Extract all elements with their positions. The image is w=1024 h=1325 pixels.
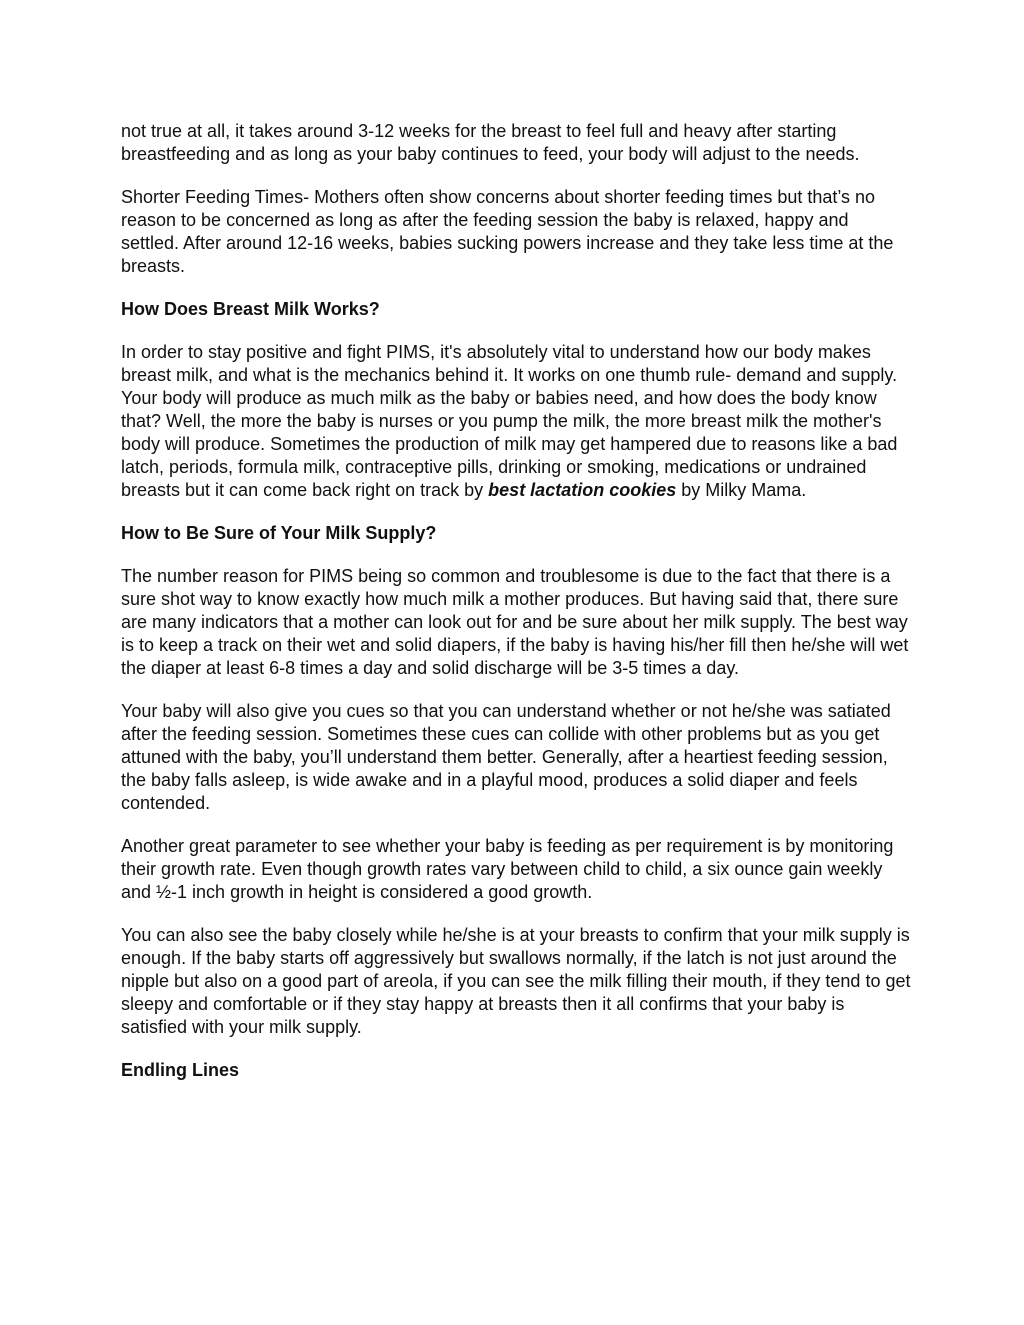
paragraph-intro: not true at all, it takes around 3-12 weeks for the breast to feel full and heavy after starting breastfeeding and as long as your baby continues to feed, your body will adjust to the needs. <box>121 121 860 164</box>
document-page <box>121 120 911 1102</box>
paragraph-growth-rate: Another great parameter to see whether your baby is feeding as per requirement is by monitoring their growth rate. Even though growth rates vary between child to child, a six ounce gain weekly and ½-1 inch growth in height is considered a good growth. <box>121 836 894 902</box>
paragraph-observe-baby: You can also see the baby closely while he/she is at your breasts to confirm that your milk supply is enough. If the baby starts off aggressively but swallows normally, if the latch is not just around the nipple but also on a good part of areola, if you can see the milk filling their mouth, if they tend to get sleepy and comfortable or if they stay happy at breasts then it all confirms that your baby is satisfied with your milk supply. <box>121 925 911 1037</box>
paragraph-milk-mechanics-tail: by Milky Mama. <box>676 480 807 500</box>
lactation-cookies-link: best lactation cookies <box>488 480 677 500</box>
heading-how-breast-milk-works: How Does Breast Milk Works? <box>121 299 380 319</box>
heading-ending-lines: Endling Lines <box>121 1060 240 1080</box>
paragraph-milk-mechanics <box>121 341 911 502</box>
paragraph-milk-mechanics-text: In order to stay positive and fight PIMS, it's absolutely vital to understand how our body makes breast milk, and what is the mechanics behind it. It works on one thumb rule- demand and supply. Your body will produce as much milk as the baby or babies need, and how does the body know that? Well, the more the baby is nurses or you pump the milk, the more breast milk the mother's body will produce. Sometimes the production of milk may get hampered due to reasons like a bad latch, periods, formula milk, contraceptive pills, drinking or smoking, medications or undrained breasts but it can come back right on track by <box>121 342 898 500</box>
paragraph-pims-reason: The number reason for PIMS being so common and troublesome is due to the fact that there is a sure shot way to know exactly how much milk a mother produces. But having said that, there sure are many indicators that a mother can look out for and be sure about her milk supply. The best way is to keep a track on their wet and solid diapers, if the baby is having his/her fill then he/she will wet the diaper at least 6-8 times a day and solid discharge will be 3-5 times a day. <box>121 566 909 678</box>
paragraph-baby-cues: Your baby will also give you cues so that you can understand whether or not he/she was satiated after the feeding session. Sometimes these cues can collide with other problems but as you get attuned with the baby, you’ll understand them better. Generally, after a heartiest feeding session, the baby falls asleep, is wide awake and in a playful mood, produces a solid diaper and feels contended. <box>121 701 891 813</box>
paragraph-shorter-feeding-times: Shorter Feeding Times- Mothers often show concerns about shorter feeding times but that’s no reason to be concerned as long as after the feeding session the baby is relaxed, happy and settled. After around 12-16 weeks, babies sucking powers increase and they take less time at the breasts. <box>121 187 894 276</box>
heading-milk-supply: How to Be Sure of Your Milk Supply? <box>121 523 437 543</box>
